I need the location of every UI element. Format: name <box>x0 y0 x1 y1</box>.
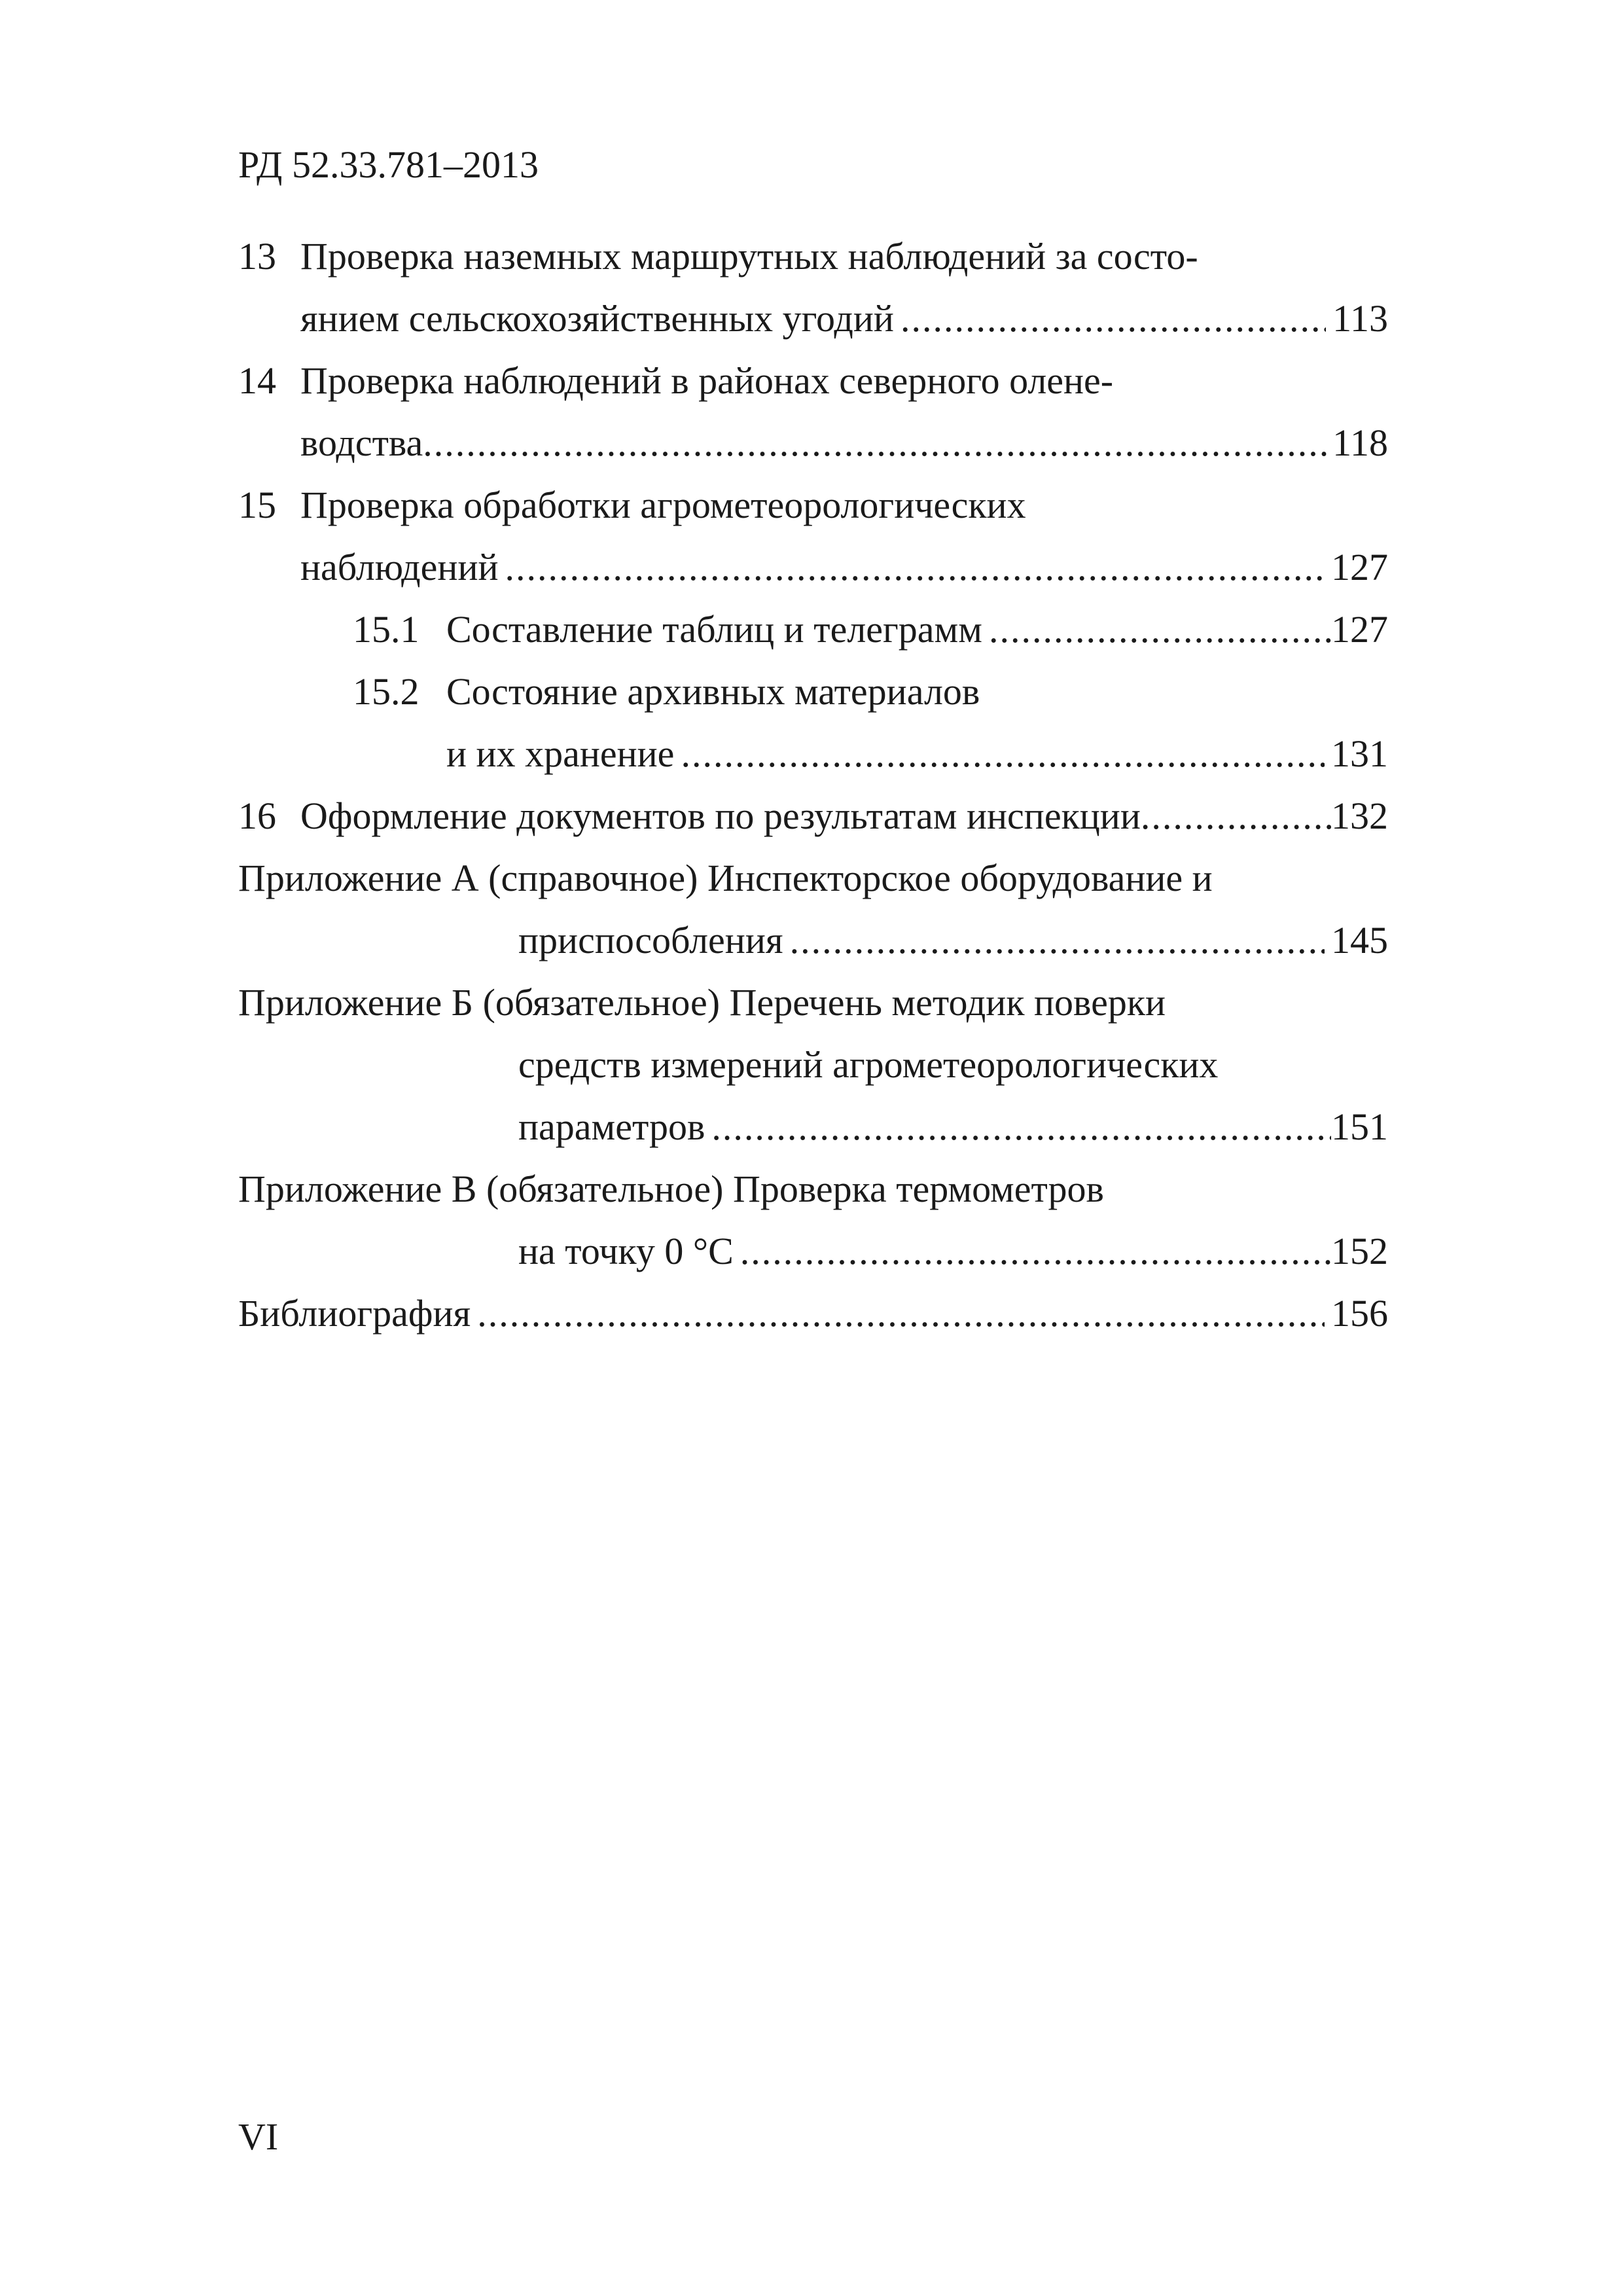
toc-entry-number: 16 <box>238 795 276 837</box>
dot-leader <box>901 293 1326 345</box>
toc-entry-title: Библиография <box>238 1292 471 1335</box>
toc-appendix-a-line2[interactable] <box>518 914 1388 967</box>
toc-page-number: 145 <box>1331 919 1388 961</box>
dot-leader <box>681 728 1325 780</box>
toc-entry-15-line1 <box>238 479 1026 531</box>
dot-leader <box>790 914 1325 967</box>
toc-page-number: 156 <box>1331 1292 1388 1335</box>
toc-entry-title-continued: и их хранение <box>446 732 675 775</box>
dot-leader <box>477 1287 1325 1340</box>
toc-entry-title-continued: на точку 0 °С <box>518 1230 734 1272</box>
dot-leader <box>1141 790 1331 842</box>
toc-entry-number: 15.1 <box>353 608 419 651</box>
toc-entry-title-continued: янием сельскохозяйственных угодий <box>300 297 894 340</box>
dot-leader <box>989 603 1331 656</box>
toc-entry-15-line2[interactable] <box>300 541 1388 594</box>
toc-entry-15-2-line1 <box>353 666 980 718</box>
toc-entry-title: Проверка наблюдений в районах северного олене- <box>300 359 1114 402</box>
toc-appendix-b-line2 <box>518 1039 1218 1091</box>
document-code-header: РД 52.33.781–2013 <box>238 143 539 186</box>
toc-page-number: 113 <box>1332 297 1388 340</box>
toc-entry-title <box>353 603 982 656</box>
toc-entry-14-line1 <box>238 355 1113 407</box>
toc-entry-number: 15.2 <box>353 670 419 713</box>
toc-entry-title: Проверка наземных маршрутных наблюдений за состо- <box>300 235 1198 278</box>
toc-entry-title-continued: параметров <box>518 1105 705 1148</box>
toc-appendix-b-line3[interactable] <box>518 1101 1388 1153</box>
toc-entry-16[interactable] <box>238 790 1388 842</box>
toc-entry-title: Проверка обработки агрометеорологических <box>300 484 1026 526</box>
toc-page-number: 151 <box>1331 1105 1388 1148</box>
toc-page-number: 132 <box>1331 795 1388 837</box>
toc-entry-title-text: Оформление документов по результатам инспекции <box>300 795 1141 837</box>
toc-entry-title-continued: водства <box>300 422 423 464</box>
toc-appendix-b-line1 <box>238 977 1166 1029</box>
toc-entry-number: 14 <box>238 359 276 402</box>
toc-entry-title-continued: приспособления <box>518 919 783 961</box>
toc-entry-title: Приложение А (справочное) Инспекторское оборудование и <box>238 857 1213 899</box>
toc-page-number: 118 <box>1332 422 1388 464</box>
toc-entry-title: Приложение Б (обязательное) Перечень методик поверки <box>238 981 1166 1024</box>
dot-leader <box>711 1101 1331 1153</box>
toc-entry-title-continued: средств измерений агрометеорологических <box>518 1043 1219 1086</box>
toc-entry-13-line1 <box>238 230 1198 283</box>
toc-entry-number: 15 <box>238 484 276 526</box>
toc-entry-15-1[interactable] <box>353 603 1388 656</box>
toc-page-number: 152 <box>1331 1230 1388 1272</box>
toc-entry-title <box>238 790 1141 842</box>
toc-entry-13-line2[interactable] <box>300 293 1388 345</box>
toc-entry-15-2-line2[interactable] <box>446 728 1388 780</box>
toc-entry-title: Приложение В (обязательное) Проверка термометров <box>238 1168 1104 1210</box>
toc-appendix-v-line2[interactable] <box>518 1225 1388 1278</box>
page-number-roman: VI <box>238 2115 279 2158</box>
toc-entry-title: Состояние архивных материалов <box>446 670 980 713</box>
dot-leader <box>740 1225 1331 1278</box>
toc-appendix-a-line1 <box>238 852 1213 905</box>
toc-entry-title-continued: наблюдений <box>300 546 499 588</box>
toc-page-number: 127 <box>1331 546 1388 588</box>
toc-entry-title-text: Составление таблиц и телеграмм <box>446 608 982 651</box>
toc-entry-14-line2[interactable] <box>300 417 1388 469</box>
dot-leader <box>423 417 1332 469</box>
toc-page-number: 131 <box>1331 732 1388 775</box>
dot-leader <box>505 541 1325 594</box>
toc-page-number: 127 <box>1331 608 1388 651</box>
toc-appendix-v-line1 <box>238 1163 1104 1215</box>
toc-entry-number: 13 <box>238 235 276 278</box>
toc-bibliography[interactable] <box>238 1287 1388 1340</box>
